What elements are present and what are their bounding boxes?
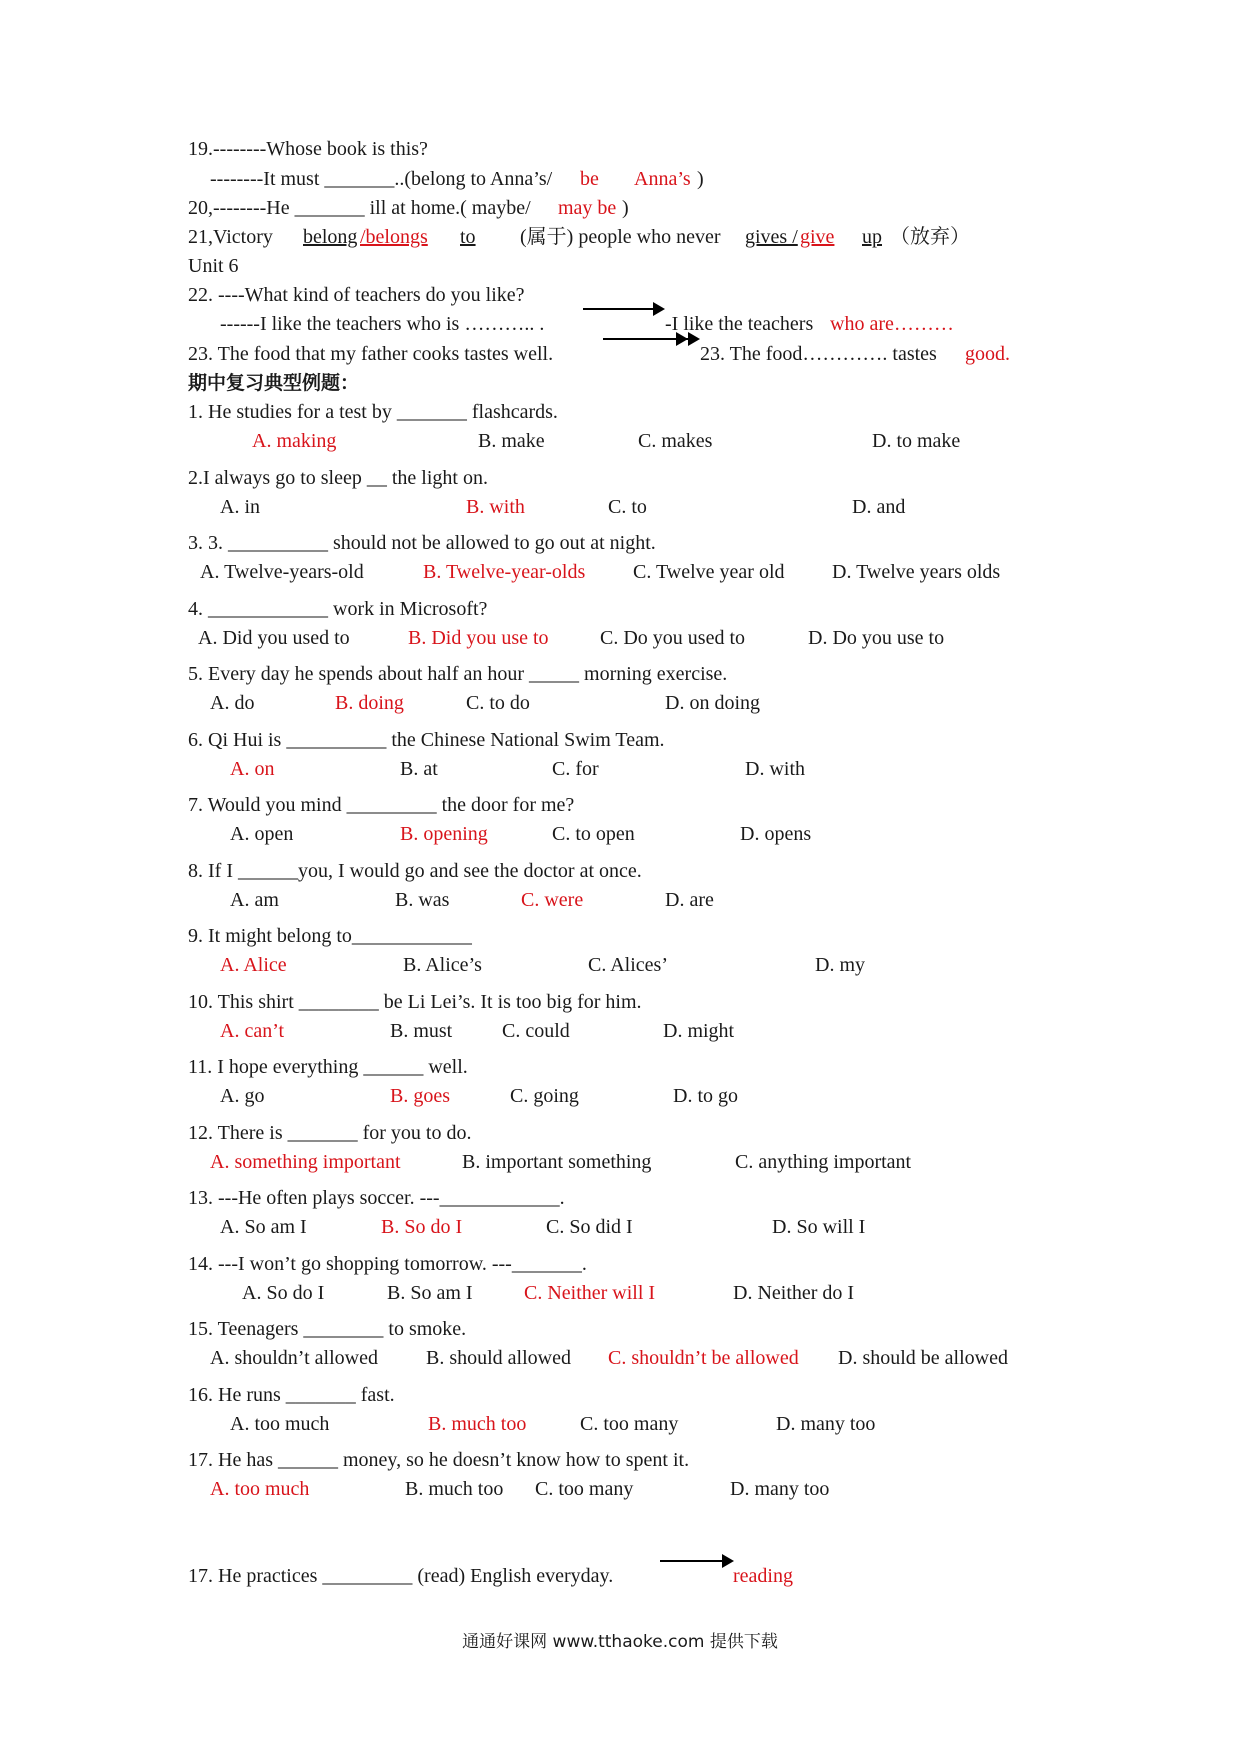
question-stem: 15. Teenagers ________ to smoke. [188,1318,467,1340]
question-stem: 9. It might belong to____________ [188,925,472,947]
question-stem-line [0,1248,1240,1280]
option-correct: B. much too [428,1413,527,1435]
q19-stem: 19.--------Whose book is this? [188,138,428,160]
option: C. too many [535,1478,634,1500]
question-stem-line [0,1313,1240,1345]
question-options-line [0,491,1240,523]
question-stem-line [0,658,1240,690]
question-stem: 1. He studies for a test by _______ flashcards. [188,401,558,423]
option: A. in [220,496,260,518]
question-stem: 10. This shirt ________ be Li Lei’s. It is too big for him. [188,991,642,1013]
question-stem-line [0,724,1240,756]
question-options-line [0,687,1240,719]
question-stem: 17. He has ______ money, so he doesn’t know how to spent it. [188,1449,690,1471]
option: C. anything important [735,1151,912,1173]
question-stem-line [0,855,1240,887]
question-options-line [0,753,1240,785]
option: C. to [608,496,647,518]
option: C. too many [580,1413,679,1435]
q19-close-paren: ) [697,168,704,190]
option-correct: C. Neither will I [524,1282,656,1304]
q21-start: 21,Victory [188,226,273,248]
option: D. So will I [772,1216,866,1238]
question-options-line [0,1146,1240,1178]
question-options-line [0,1342,1240,1374]
q21-to: to [460,226,476,248]
q22-left: ------I like the teachers who is ……….. . [220,313,545,335]
q21-give: give [800,226,835,248]
question-stem: 13. ---He often plays soccer. ---____________. [188,1187,565,1209]
question-stem-line [0,920,1240,952]
option: D. should be allowed [838,1347,1008,1369]
question-stem: 5. Every day he spends about half an hour _____ morning exercise. [188,663,728,685]
option: B. make [478,430,545,452]
q23-arrow-icon [603,338,698,340]
question-options-line [0,884,1240,916]
option: B. should allowed [426,1347,571,1369]
question-options-line [0,1277,1240,1309]
option: C. Alices’ [588,954,668,976]
option-correct: A. making [252,430,337,452]
q19-answer-be: be [580,168,599,190]
question-stem-line [0,396,1240,428]
option: C. So did I [546,1216,633,1238]
section-title: 期中复习典型例题： [188,372,360,394]
option: A. shouldn’t allowed [210,1347,378,1369]
question-options-line [0,1015,1240,1047]
option-correct: A. too much [210,1478,310,1500]
option: B. must [390,1020,453,1042]
q23-left: 23. The food that my father cooks tastes well. [188,343,554,365]
q21-middle: (属于) people who never [520,226,721,248]
option: B. Alice’s [403,954,482,976]
question-options-line [0,425,1240,457]
option: C. Twelve year old [633,561,785,583]
question-stem: 4. ____________ work in Microsoft? [188,598,488,620]
q22-answer-line [0,308,1240,340]
option: D. many too [730,1478,830,1500]
question-stem: 7. Would you mind _________ the door for me? [188,794,575,816]
question-options-line [0,1473,1240,1505]
option-correct: A. on [230,758,275,780]
option-correct: A. something important [210,1151,401,1173]
option: B. important something [462,1151,652,1173]
question-stem-line [0,1379,1240,1411]
question-options-line [0,1408,1240,1440]
question-options-line [0,622,1240,654]
q21-belongs: /belongs [360,226,428,248]
footer: 通通好课网 www.tthaoke.com 提供下载 [462,1632,778,1652]
option: B. was [395,889,450,911]
option: A. Twelve-years-old [200,561,364,583]
option: D. are [665,889,714,911]
question-stem: 16. He runs _______ fast. [188,1384,395,1406]
question-stem: 12. There is _______ for you to do. [188,1122,472,1144]
option-correct: B. So do I [381,1216,463,1238]
option-correct: A. Alice [220,954,287,976]
question-stem: 2.I always go to sleep __ the light on. [188,467,488,489]
option: B. So am I [387,1282,473,1304]
option-correct: B. doing [335,692,404,714]
unit-heading-line [0,250,1240,282]
option: A. So am I [220,1216,307,1238]
q21-belong: belong [303,226,358,248]
option: D. Twelve years olds [832,561,1001,583]
last-question-line [0,1560,1240,1592]
option: A. too much [230,1413,330,1435]
option: D. Neither do I [733,1282,855,1304]
option: C. to open [552,823,635,845]
option: C. could [502,1020,570,1042]
option-correct: B. opening [400,823,488,845]
q20-answer: may be [558,197,617,219]
question-stem: 3. 3. __________ should not be allowed to go out at night. [188,532,656,554]
option: A. Did you used to [198,627,350,649]
option: D. with [745,758,805,780]
q19-answer-annas: Anna’s [634,168,691,190]
q19-cont: --------It must _______..(belong to Anna’s/ [210,168,553,190]
q22-right-answer: who are……… [830,313,954,335]
question-stem: 6. Qi Hui is __________ the Chinese National Swim Team. [188,729,665,751]
q20-line [0,192,1240,224]
option-correct: B. Twelve-year-olds [423,561,586,583]
q21-up: up [862,226,882,248]
option-correct: B. with [466,496,525,518]
q22-arrow-icon [583,308,663,310]
question-options-line [0,1211,1240,1243]
option: C. for [552,758,599,780]
q22-stem-line [0,279,1240,311]
option-correct: A. can’t [220,1020,285,1042]
option: A. am [230,889,279,911]
q23-right: 23. The food…………. tastes [700,343,937,365]
q23-line [0,338,1240,370]
question-options-line [0,556,1240,588]
option: D. my [815,954,865,976]
q21-gives: gives / [745,226,798,248]
option: B. much too [405,1478,504,1500]
question-stem-line [0,1444,1240,1476]
option: C. makes [638,430,713,452]
question-options-line [0,949,1240,981]
question-stem-line [0,593,1240,625]
option-correct: C. shouldn’t be allowed [608,1347,799,1369]
q20-close-paren: ) [622,197,629,219]
option: D. on doing [665,692,760,714]
question-options-line [0,1080,1240,1112]
option: D. to go [673,1085,738,1107]
option: A. do [210,692,255,714]
option: D. many too [776,1413,876,1435]
question-stem: 14. ---I won’t go shopping tomorrow. ---_______. [188,1253,587,1275]
question-stem-line [0,1117,1240,1149]
last-question-stem: 17. He practices _________ (read) English everyday. [188,1565,614,1587]
last-question-arrow-icon [660,1560,732,1562]
option: C. to do [466,692,530,714]
option-correct: C. were [521,889,584,911]
q20-stem: 20,--------He _______ ill at home.( maybe/ [188,197,531,219]
question-stem-line [0,789,1240,821]
option-correct: B. goes [390,1085,450,1107]
option: D. and [852,496,906,518]
option: C. going [510,1085,579,1107]
option: A. go [220,1085,265,1107]
q21-line [0,221,1240,253]
question-stem-line [0,527,1240,559]
last-question-answer: reading [733,1565,793,1587]
option-correct: B. Did you use to [408,627,549,649]
q19-stem-line [0,133,1240,165]
question-stem: 8. If I ______you, I would go and see the doctor at once. [188,860,642,882]
question-stem-line [0,1051,1240,1083]
option: D. opens [740,823,812,845]
question-stem-line [0,1182,1240,1214]
q21-end: （放弃） [890,226,970,248]
option: A. So do I [242,1282,325,1304]
question-stem: 11. I hope everything ______ well. [188,1056,468,1078]
option: B. at [400,758,438,780]
option: A. open [230,823,294,845]
question-stem-line [0,462,1240,494]
unit-heading: Unit 6 [188,255,239,277]
option: D. Do you use to [808,627,945,649]
q23-right-answer: good. [965,343,1010,365]
option: D. might [663,1020,735,1042]
q19-cont-line [0,163,1240,195]
question-stem-line [0,986,1240,1018]
section-title-line [0,367,1240,399]
option: C. Do you used to [600,627,745,649]
option: D. to make [872,430,961,452]
question-options-line [0,818,1240,850]
q22-stem: 22. ----What kind of teachers do you like? [188,284,525,306]
q22-right: -I like the teachers [665,313,814,335]
